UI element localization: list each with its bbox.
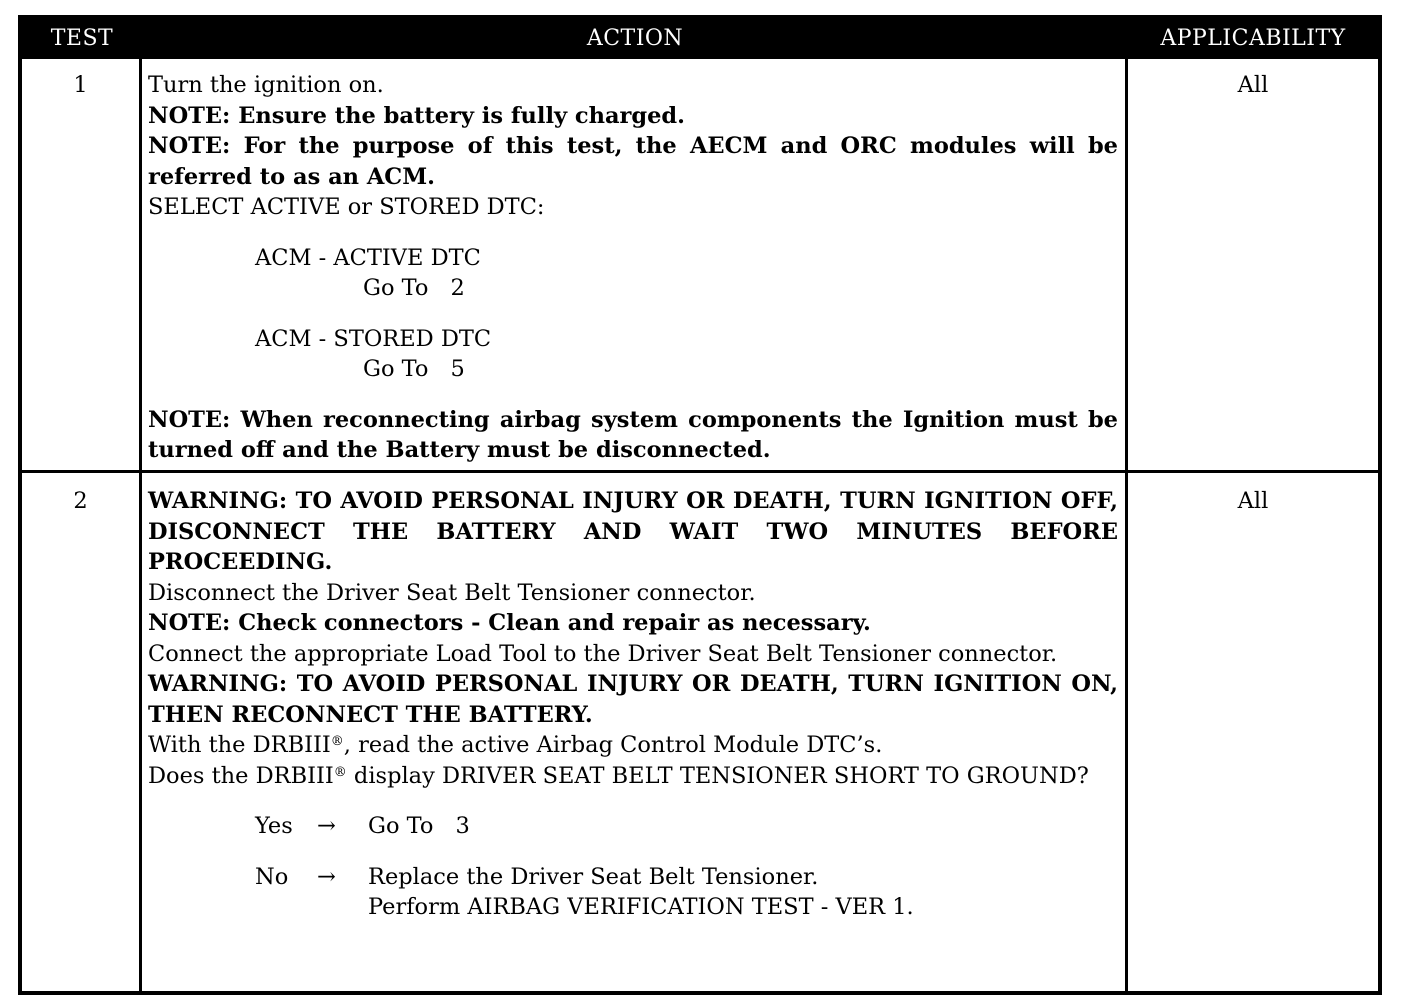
action-step: Connect the appropriate Load Tool to the Driver Seat Belt Tensioner connector. [148, 640, 1058, 667]
goto-instruction [148, 354, 1118, 385]
action-step: Disconnect the Driver Seat Belt Tensioner connector. [148, 579, 756, 606]
no-branch [148, 862, 1118, 923]
action-step: Perform AIRBAG VERIFICATION TEST - VER 1. [368, 894, 914, 920]
action-step: SELECT ACTIVE or STORED DTC: [148, 194, 545, 220]
action-cell [148, 486, 1118, 923]
applicability-value: All [1237, 488, 1269, 514]
warning-text: WARNING: TO AVOID PERSONAL INJURY OR DEATH, TURN IGNITION ON, THEN RECONNECT THE BATTERY. [148, 671, 1118, 728]
applicability-value: All [1237, 72, 1269, 98]
yes-branch [148, 811, 1118, 842]
no-label: No [255, 863, 289, 890]
goto-label: Go To [368, 813, 434, 839]
arrow-icon: → [317, 813, 336, 839]
header-applicability: APPLICABILITY [1160, 26, 1346, 51]
header-test: TEST [50, 26, 114, 51]
question-text [148, 761, 1118, 792]
test-number: 2 [73, 488, 88, 514]
diagnostic-table [18, 15, 1382, 995]
registered-mark: ® [333, 764, 347, 780]
test-number: 1 [73, 72, 88, 98]
header-action: ACTION [586, 26, 684, 51]
note-text: NOTE: When reconnecting airbag system components the Ignition must be turned off and the Battery must be disconnected. [148, 406, 1118, 463]
goto-target: 2 [450, 275, 465, 301]
action-step: Replace the Driver Seat Belt Tensioner. [368, 863, 819, 890]
no-instructions [368, 862, 1118, 923]
note-text: NOTE: For the purpose of this test, the AECM and ORC modules will be referred to as an ACM. [148, 133, 1118, 190]
goto-target: 5 [450, 356, 465, 382]
action-step: Turn the ignition on. [148, 72, 384, 98]
warning-text: WARNING: TO AVOID PERSONAL INJURY OR DEATH, TURN IGNITION OFF, DISCONNECT THE BATTERY AND WAIT TWO MINUTES BEFORE PROCEEDING. [148, 488, 1118, 575]
action-cell [148, 70, 1118, 466]
goto-target: 3 [455, 813, 470, 839]
goto-label: Go To [363, 275, 429, 301]
text-fragment: Does the DRBIII [148, 762, 334, 789]
registered-mark: ® [330, 734, 344, 749]
text-fragment: display DRIVER SEAT BELT TENSIONER SHORT TO GROUND? [346, 762, 1089, 789]
text-fragment: With the DRBIII [148, 732, 331, 758]
option-label: ACM - ACTIVE DTC [255, 244, 481, 271]
note-text: NOTE: Ensure the battery is fully charged. [148, 102, 686, 129]
goto-instruction [148, 273, 1118, 304]
column-divider [139, 59, 142, 991]
row-divider [22, 470, 1378, 473]
table-header [22, 19, 1378, 59]
text-fragment: , read the active Airbag Control Module DTC’s. [343, 732, 883, 758]
yes-label: Yes [255, 813, 293, 839]
column-divider [1125, 59, 1128, 991]
note-text: NOTE: Check connectors - Clean and repair as necessary. [148, 610, 871, 636]
arrow-icon: → [317, 863, 336, 890]
action-step [148, 730, 1118, 761]
option-label: ACM - STORED DTC [255, 325, 492, 352]
goto-instruction [368, 811, 1118, 842]
goto-label: Go To [363, 356, 429, 382]
